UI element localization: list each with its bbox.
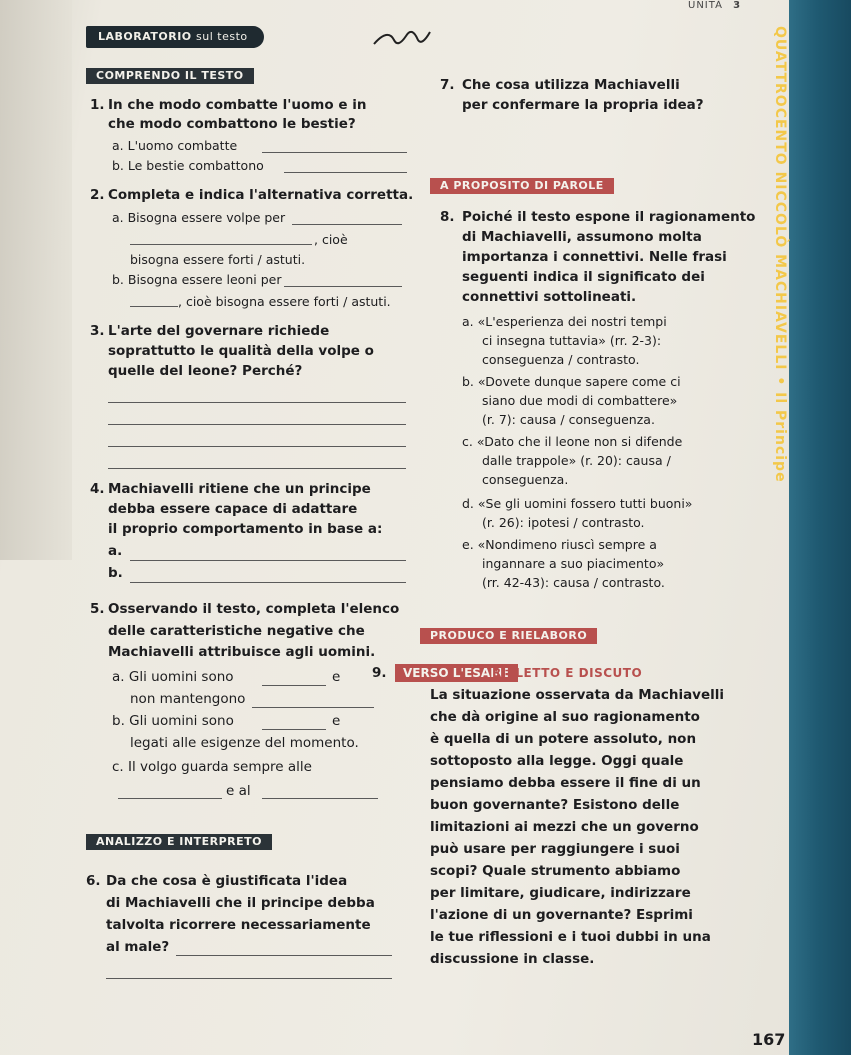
page-number: 167 [752, 1030, 786, 1049]
q8-e1: e. «Nondimeno riuscì sempre a [462, 537, 657, 552]
q4-a: a. [108, 543, 123, 559]
q2-a1: a. Bisogna essere volpe per [112, 210, 286, 225]
q2-line1: Completa e indica l'alternativa corretta. [108, 187, 414, 203]
q1-number: 1. [90, 97, 105, 113]
section-tag-proposito: A PROPOSITO DI PAROLE [430, 178, 614, 194]
q9-line11: l'azione di un governante? Esprimi [430, 907, 693, 923]
q2-a2: , cioè [314, 232, 348, 247]
q5-a-e: e [332, 669, 341, 685]
banner-subtitle: sul testo [196, 30, 248, 43]
q6-line2: di Machiavelli che il principe debba [106, 895, 375, 911]
q9-line7: limitazioni ai mezzi che un governo [430, 819, 699, 835]
q2-b2: , cioè bisogna essere forti / astuti. [178, 294, 391, 309]
q4-line1: Machiavelli ritiene che un principe [108, 481, 371, 497]
q6-answer-line2[interactable] [106, 978, 392, 979]
q5-b2: legati alle esigenze del momento. [130, 735, 359, 751]
q4-b-blank[interactable] [130, 582, 406, 583]
unit-number: 3 [733, 0, 742, 11]
q4-line3: il proprio comportamento in base a: [108, 521, 383, 537]
q5-b-e: e [332, 713, 341, 729]
q5-line2: delle caratteristiche negative che [108, 623, 365, 639]
q2-b-blank1[interactable] [284, 286, 402, 287]
q3-answer-line4[interactable] [108, 468, 406, 469]
q5-b-blank1[interactable] [262, 729, 326, 730]
q9-line10: per limitare, giudicare, indirizzare [430, 885, 691, 901]
q8-e3[interactable]: (rr. 42-43): causa / contrasto. [482, 575, 665, 590]
q3-line3: quelle del leone? Perché? [108, 363, 303, 379]
q8-line5: connettivi sottolineati. [462, 289, 637, 305]
q5-a-blank1[interactable] [262, 685, 326, 686]
q4-line2: debba essere capace di adattare [108, 501, 358, 517]
q6-line1: Da che cosa è giustificata l'idea [106, 873, 348, 889]
q8-b3[interactable]: (r. 7): causa / conseguenza. [482, 412, 655, 427]
q5-c-blank1[interactable] [118, 798, 222, 799]
q9-line12: le tue riflessioni e i tuoi dubbi in una [430, 929, 711, 945]
q9-line9: scopi? Quale strumento abbiamo [430, 863, 681, 879]
side-spine [789, 0, 851, 1055]
q9-line6: buon governante? Esistono delle [430, 797, 680, 813]
q2-number: 2. [90, 187, 105, 203]
q8-d2[interactable]: (r. 26): ipotesi / contrasto. [482, 515, 645, 530]
q9-line3: è quella di un potere assoluto, non [430, 731, 697, 747]
banner-title: LABORATORIO [98, 30, 192, 43]
q6-line4: al male? [106, 939, 170, 955]
q2-a3: bisogna essere forti / astuti. [130, 252, 306, 267]
q8-e2: ingannare a suo piacimento» [482, 556, 665, 571]
q6-line3: talvolta ricorrere necessariamente [106, 917, 371, 933]
q8-a3[interactable]: conseguenza / contrasto. [482, 352, 640, 367]
q1-b-blank[interactable] [284, 172, 407, 173]
spine-title: QUATTROCENTO NICCOLÒ MACHIAVELLI • Il Principe [772, 26, 788, 483]
q6-answer-line1[interactable] [176, 955, 392, 956]
q3-answer-line3[interactable] [108, 446, 406, 447]
q8-b1: b. «Dovete dunque sapere come ci [462, 374, 681, 389]
q8-a1: a. «L'esperienza dei nostri tempi [462, 314, 667, 329]
q5-number: 5. [90, 601, 105, 617]
q9-line13: discussione in classe. [430, 951, 595, 967]
q2-a-blank2[interactable] [130, 244, 312, 245]
section-tag-comprendo: COMPRENDO IL TESTO [86, 68, 254, 84]
q8-line4: seguenti indica il significato dei [462, 269, 705, 285]
q8-d1: d. «Se gli uomini fossero tutti buoni» [462, 496, 693, 511]
laboratorio-banner [86, 26, 264, 48]
q2-a-blank1[interactable] [292, 224, 402, 225]
q5-c2: e al [226, 783, 251, 799]
q7-line1: Che cosa utilizza Machiavelli [462, 77, 680, 93]
q9-line2: che dà origine al suo ragionamento [430, 709, 700, 725]
q8-a2: ci insegna tuttavia» (rr. 2-3): [482, 333, 662, 348]
q9-line8: può usare per raggiungere i suoi [430, 841, 680, 857]
q5-b1: b. Gli uomini sono [112, 713, 234, 729]
q5-a1: a. Gli uomini sono [112, 669, 234, 685]
q3-line2: soprattutto le qualità della volpe o [108, 343, 374, 359]
q8-b2: siano due modi di combattere» [482, 393, 678, 408]
q1-a: a. L'uomo combatte [112, 138, 238, 153]
q3-answer-line1[interactable] [108, 402, 406, 403]
q1-b: b. Le bestie combattono [112, 158, 264, 173]
q5-line1: Osservando il testo, completa l'elenco [108, 601, 400, 617]
q8-line1: Poiché il testo espone il ragionamento [462, 209, 756, 225]
q6-number: 6. [86, 873, 101, 889]
q9-number: 9. [372, 665, 387, 681]
q5-line3: Machiavelli attribuisce agli uomini. [108, 644, 376, 660]
q5-c1: c. Il volgo guarda sempre alle [112, 759, 312, 775]
section-subtitle-rifletto: RIFLETTO E DISCUTO [492, 666, 643, 680]
handwritten-mark-icon [370, 22, 440, 50]
facing-page-edge [0, 0, 72, 560]
q3-answer-line2[interactable] [108, 424, 406, 425]
q5-c-blank2[interactable] [262, 798, 378, 799]
q3-number: 3. [90, 323, 105, 339]
q1-a-blank[interactable] [262, 152, 407, 153]
q8-number: 8. [440, 209, 455, 225]
q9-line5: pensiamo debba essere il fine di un [430, 775, 701, 791]
q7-number: 7. [440, 77, 455, 93]
q3-line1: L'arte del governare richiede [108, 323, 330, 339]
q4-a-blank[interactable] [130, 560, 406, 561]
section-tag-verso: VERSO L'ESAME [395, 664, 518, 682]
section-tag-produco: PRODUCO E RIELABORO [420, 628, 597, 644]
q4-b: b. [108, 565, 123, 581]
unit-marker [688, 0, 741, 11]
q7-line2: per confermare la propria idea? [462, 97, 704, 113]
section-tag-analizzo: ANALIZZO E INTERPRETO [86, 834, 272, 850]
q1-line2: che modo combattono le bestie? [108, 116, 356, 132]
q8-c1: c. «Dato che il leone non si difende [462, 434, 683, 449]
q5-a2: non mantengono [130, 691, 246, 707]
q2-b-blank2[interactable] [130, 306, 178, 307]
q4-number: 4. [90, 481, 105, 497]
q5-a-blank2[interactable] [252, 707, 374, 708]
q8-line2: di Machiavelli, assumono molta [462, 229, 702, 245]
q9-line1: La situazione osservata da Machiavelli [430, 687, 725, 703]
q8-c3[interactable]: conseguenza. [482, 472, 569, 487]
q2-b1: b. Bisogna essere leoni per [112, 272, 282, 287]
q8-line3: importanza i connettivi. Nelle frasi [462, 249, 727, 265]
unit-label: UNITÀ [688, 0, 723, 11]
q1-line1: In che modo combatte l'uomo e in [108, 97, 367, 113]
q9-line4: sottoposto alla legge. Oggi quale [430, 753, 684, 769]
q8-c2[interactable]: dalle trappole» (r. 20): causa / [482, 453, 671, 468]
